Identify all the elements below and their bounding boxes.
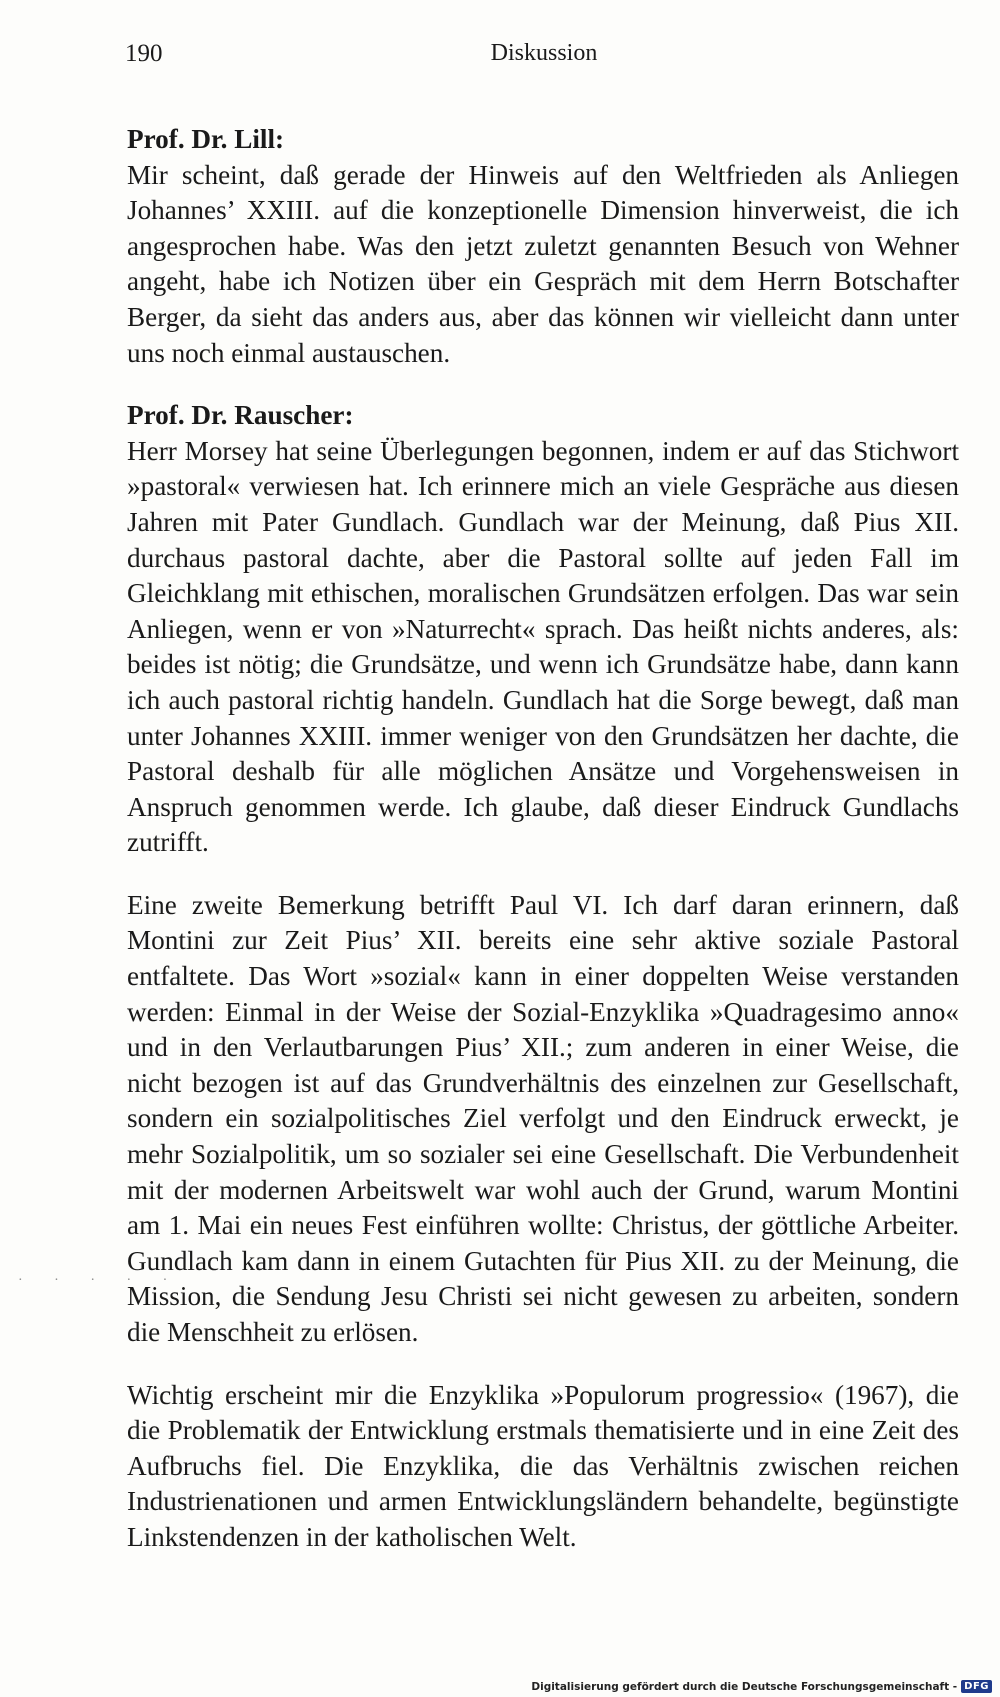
dfg-logo-icon: DFG (961, 1680, 992, 1693)
page-body (127, 122, 959, 1556)
paragraph-spacer (127, 371, 959, 398)
page-number: 190 (125, 40, 163, 67)
digitization-footer (531, 1680, 992, 1693)
page-header (125, 40, 963, 76)
paragraph: Mir scheint, daß gerade der Hinweis auf den Weltfrieden als Anliegen Johannes’ XXIII. auf die konzeptionelle Dimension hinverweist, die ich angesprochen habe. Was den jetzt zuletzt genannten Besuch von Wehner angeht, habe ich Notizen über ein Gespräch mit dem Herrn Botschafter Berger, da sieht das anders aus, aber das können wir vielleicht dann unter uns noch einmal austauschen. (127, 159, 959, 368)
speaker-heading-rauscher: Prof. Dr. Rauscher: (127, 400, 354, 431)
paragraph-spacer (127, 861, 959, 888)
running-head: Diskussion (490, 40, 598, 66)
funding-note: Digitalisierung gefördert durch die Deutsche Forschungsgemeinschaft - (531, 1680, 958, 1693)
speaker-heading-lill: Prof. Dr. Lill: (127, 124, 285, 154)
margin-dots-decoration: · · · · · (18, 1273, 182, 1288)
paragraph-spacer (127, 1351, 959, 1378)
paragraph: Wichtig erscheint mir die Enzyklika »Populorum progressio« (1967), die die Problematik der Entwicklung erstmals thematisierte und in eine Zeit des Aufbruchs fiel. Die Enzyklika, die das Verhältnis zwischen reichen Industrienationen und armen Entwicklungsländern behandelte, begünstigte Linkstendenzen in der katholischen Welt. (127, 1379, 959, 1552)
paragraph: Eine zweite Bemerkung betrifft Paul VI. Ich darf daran erinnern, daß Montini zur Zeit Pius’ XII. bereits eine sehr aktive soziale Pastoral entfaltete. Das Wort »sozial« kann in einer doppelten Weise verstanden werden: Einmal in der Weise der Sozial-Enzyklika »Quadragesimo anno« und in den Verlautbarungen Pius’ XII.; zum anderen in einer Weise, die nicht bezogen ist auf das Grundverhältnis des einzelnen zur Gesellschaft, sondern ein sozialpolitisches Ziel verfolgt und den Eindruck erweckt, je mehr Sozialpolitik, um so sozialer sei eine Gesellschaft. Die Verbundenheit mit der modernen Arbeitswelt war wohl auch der Grund, warum Montini am 1. Mai ein neues Fest einführen wollte: Christus, der göttliche Arbeiter. Gundlach kam dann in einem Gutachten für Pius XII. zu der Meinung, die Mission, die Sendung Jesu Christi sei nicht gewesen zu arbeiten, sondern die Menschheit zu erlösen. (127, 889, 959, 1347)
paragraph: Herr Morsey hat seine Überlegungen begonnen, indem er auf das Stichwort »pastoral« verwiesen hat. Ich erinnere mich an viele Gespräche aus diesen Jahren mit Pater Gundlach. Gundlach war der Meinung, daß Pius XII. durchaus pastoral dachte, aber die Pastoral sollte auf jeden Fall im Gleichklang mit ethischen, moralischen Grundsätzen erfolgen. Das war sein Anliegen, wenn er von »Naturrecht« sprach. Das heißt nichts anderes, als: beides ist nötig; die Grundsätze, und wenn ich Grundsätze habe, dann kann ich auch pastoral richtig handeln. Gundlach hat die Sorge bewegt, daß man unter Johannes XXIII. immer weniger von den Grundsätzen her dachte, die Pastoral deshalb für alle möglichen Ansätze und Vorgehensweisen in Anspruch genommen werde. Ich glaube, daß dieser Eindruck Gundlachs zutrifft. (127, 435, 959, 858)
